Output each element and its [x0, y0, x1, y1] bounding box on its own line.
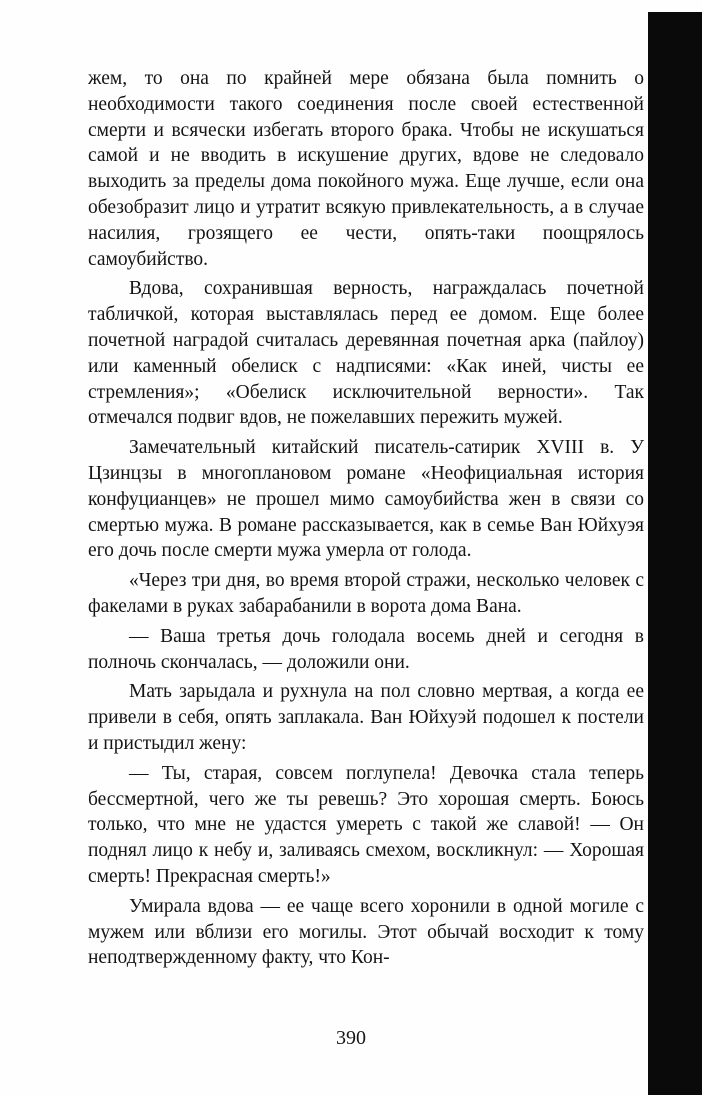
- paragraph-5: — Ваша третья дочь голодала восемь дней и сегодня в полночь скончалась, — доложили они.: [88, 625, 644, 673]
- paragraph-3: Замечательный китайский писатель-сатирик XVIII в. У Цзинцзы в многоплановом романе «Неофициальная история конфуцианцев» не прошел мимо самоубийства жен в связи со смертью мужа. В романе рассказывается, как в семье Ван Юйхуэя его дочь после смерти мужа умерла от голода.: [88, 437, 644, 562]
- paragraph-4: «Через три дня, во время второй стражи, несколько человек с факелами в руках забарабанили в ворота дома Вана.: [88, 570, 644, 617]
- body-text: [88, 66, 644, 975]
- paragraph-1: жем, то она по крайней мере обязана была помнить о необходимости такого соединения после своей естественной смерти и всячески избегать второго брака. Чтобы не искушаться самой и не вводить в искушение других, вдове не следовало выходить за пределы дома покойного мужа. Еще лучше, если она обезобразит лицо и утратит всякую привлекательность, а в случае насилия, грозящего ее чести, опять-таки поощрялось самоубийство.: [88, 68, 644, 270]
- paragraph-2: Вдова, сохранившая верность, награждалась почетной табличкой, которая выставлялась перед ее домом. Еще более почетной наградой считалась деревянная почетная арка (пайлоу) или каменный обелиск с надписями: «Как иней, чисты ее стремления»; «Обелиск исключительной верности». Так отмечался подвиг вдов, не пожелавших пережить мужей.: [88, 278, 644, 429]
- page-edge-shadow: [648, 12, 702, 1095]
- paragraph-7: — Ты, старая, совсем поглупела! Девочка стала теперь бессмертной, чего же ты ревешь? Это хорошая смерть. Боюсь только, что мне не удастся умереть с такой же славой! — Он поднял лицо к небу и, заливаясь смехом, воскликнул: — Хорошая смерть! Прекрасная смерть!»: [88, 762, 644, 887]
- paragraph-6: Мать зарыдала и рухнула на пол словно мертвая, а когда ее привели в себя, опять заплакала. Ван Юйхуэй подошел к постели и пристыдил жену:: [88, 681, 644, 754]
- paragraph-8: Умирала вдова — ее чаще всего хоронили в одной могиле с мужем или вблизи его могилы. Этот обычай восходит к тому неподтвержденному факту, что Кон-: [88, 895, 644, 969]
- page-number: 390: [336, 1027, 366, 1049]
